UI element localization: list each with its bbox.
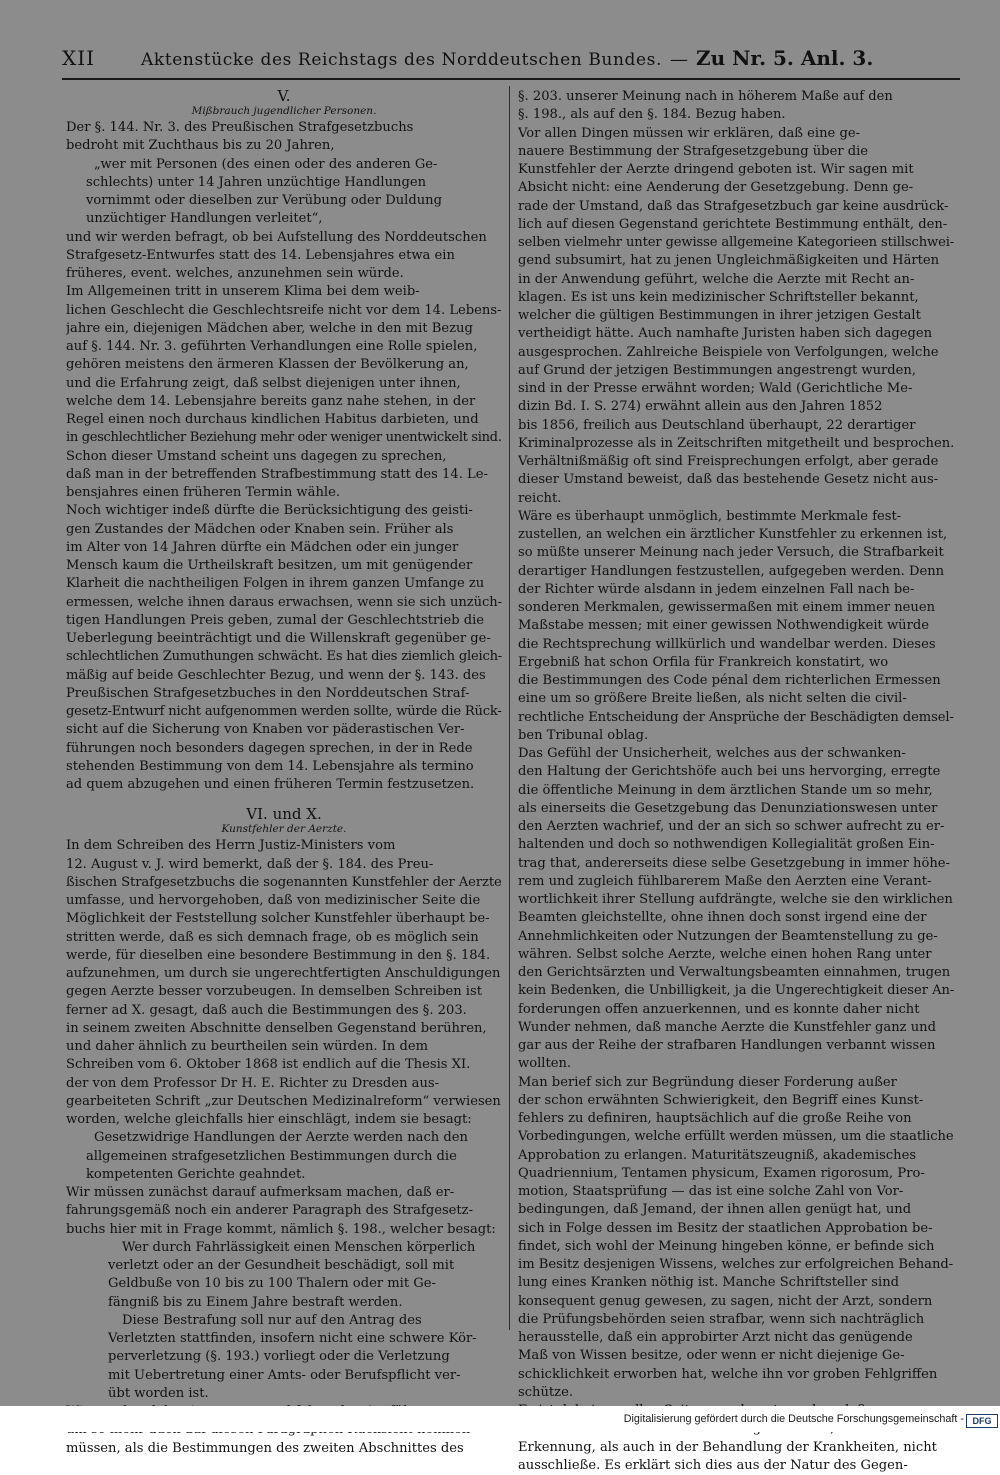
text-line: im Alter von 14 Jahren dürfte ein Mädchen oder ein junger: [66, 539, 459, 555]
publication-title: Aktenstücke des Reichstags des Norddeutschen Bundes.: [141, 50, 662, 70]
text-line: dizin Bd. I. S. 274) erwähnt allein aus den Jahren 1852: [518, 399, 883, 415]
text-line: in seinem zweiten Abschnitte denselben Gegenstand berühren,: [66, 1020, 487, 1036]
text-line: und die Erfahrung zeigt, daß selbst diejenigen unter ihnen,: [66, 375, 461, 391]
text-line: den Aerzten wachrief, und der an sich so schwer aufrecht zu er-: [518, 819, 945, 834]
text-line: ben Tribunal oblag.: [518, 727, 649, 743]
text-line: Kunstfehler der Aerzte dringend geboten ist. Wir sagen mit: [518, 162, 914, 177]
text-line: lich auf diesen Gegenstand gerichtete Bestimmung enthält, den-: [518, 216, 948, 232]
text-line: die öffentliche Meinung in dem ärztlichen Stande um so mehr,: [518, 782, 933, 798]
text-line: tigen Handlungen Preis geben, zumal der Geschlechtstrieb die: [66, 612, 485, 628]
text-line: ausgesprochen. Zahlreiche Beispiele von Verfolgungen, welche: [518, 344, 939, 360]
text-line: Schreiben vom 6. Oktober 1868 ist endlich auf die Thesis XI.: [66, 1057, 471, 1073]
text-line: lichen Geschlecht die Geschlechtsreife nicht vor dem 14. Lebens-: [66, 302, 502, 318]
text-line: wollten.: [518, 1056, 572, 1072]
text-line: gearbeiteten Schrift „zur Deutschen Medizinalreform“ verwiesen: [66, 1093, 501, 1109]
text-line: die Bestimmungen des Code pénal dem richterlichen Ermessen: [518, 673, 941, 688]
text-line: müssen, als die Bestimmungen des zweiten Abschnittes des: [66, 1440, 464, 1456]
section-vi-heading: VI. und X.: [246, 805, 322, 824]
text-line: Annehmlichkeiten oder Nutzungen der Beamtenstellung zu ge-: [518, 928, 938, 944]
footer-bar: [0, 1406, 1000, 1432]
text-line: Klarheit die nachtheiligen Folgen in ihrem ganzen Umfange zu: [66, 576, 485, 592]
text-line: als einerseits die Gesetzgebung das Denunziationswesen unter: [518, 800, 938, 816]
text-line: ausschließe. Es erklärt sich dies aus der Natur des Gegen-: [518, 1457, 908, 1473]
text-line: auf Grund der jetzigen Bestimmungen angestrengt wurden,: [518, 362, 916, 378]
text-line: Noch wichtiger indeß dürfte die Berücksichtigung des geisti-: [66, 503, 473, 519]
text-line: rade der Umstand, daß das Strafgesetzbuch gar keine ausdrück-: [518, 198, 949, 214]
text-line: Schon dieser Umstand scheint uns dagegen zu sprechen,: [66, 448, 447, 464]
section-vi-body: [66, 837, 502, 1458]
text-line: rem und zugleich fühlbarerem Maße den Aerzten eine Verant-: [518, 873, 932, 889]
text-line: die Prüfungsbehörden seien strafbar, wenn sich nachträglich: [518, 1311, 925, 1327]
text-line: Vor allen Dingen müssen wir erklären, daß eine ge-: [518, 125, 861, 141]
text-line: stehenden Bestimmung von dem 14. Lebensjahre als termino: [66, 758, 474, 774]
section-v-body: [66, 119, 502, 794]
text-line: zustellen, an welchen ein ärztlicher Kunstfehler zu erkennen ist,: [518, 527, 948, 542]
text-line: Im Allgemeinen tritt in unserem Klima bei dem weib-: [66, 284, 420, 300]
text-line: fahrungsgemäß noch ein anderer Paragraph des Strafgesetz-: [66, 1203, 474, 1219]
text-line: vertheidigt hätte. Auch namhafte Juristen haben sich dagegen: [518, 326, 933, 342]
text-line: führungen noch besonders dagegen sprechen, in der in Rede: [66, 740, 473, 756]
text-line: motion, Staatsprüfung — das ist eine solche Zahl von Vor-: [518, 1184, 904, 1199]
text-line: Wir müssen zunächst darauf aufmerksam machen, daß er-: [66, 1185, 455, 1200]
text-line: schlechts) unter 14 Jahren unzüchtige Handlungen: [86, 174, 427, 190]
text-line: kompetenten Gerichte geahndet.: [86, 1166, 306, 1182]
text-line: allgemeinen strafgesetzlichen Bestimmungen durch die: [86, 1148, 457, 1164]
text-line: sind in der Presse erwähnt worden; Wald (Gerichtliche Me-: [518, 381, 913, 396]
text-line: Verletzten stattfinden, insofern nicht eine schwere Kör-: [108, 1331, 477, 1346]
text-line: in der Anwendung geführt, welche die Aerzte mit Recht an-: [518, 271, 915, 287]
text-line: nauere Bestimmung der Strafgesetzgebung über die: [518, 143, 869, 159]
text-line: fängniß bis zu Einem Jahre bestraft werden.: [108, 1294, 403, 1310]
text-line: selben vielmehr unter gewisse allgemeine Kategorieen stillschwei-: [518, 235, 954, 250]
text-line: Strafgesetz-Entwurfes statt des 14. Lebensjahres etwa ein: [66, 247, 455, 263]
text-line: der Richter würde alsdann in jedem einzelnen Fall nach be-: [518, 581, 915, 597]
text-line: Kriminalprozesse als in Zeitschriften mitgetheilt und besprochen.: [518, 435, 954, 451]
text-line: Erkennung, als auch in der Behandlung der Krankheiten, nicht: [518, 1439, 937, 1455]
text-line: findet, sich wohl der Meinung hingeben könne, er befinde sich: [518, 1238, 935, 1254]
text-line: trag that, andererseits diese selbe Gesetzgebung in immer höhe-: [518, 855, 950, 871]
text-line: im Besitz desjenigen Wissens, welches zur erfolgreichen Behand-: [518, 1257, 954, 1272]
text-line: ermessen, welche ihnen daraus erwachsen, wenn sie sich unzüch-: [66, 594, 502, 610]
text-line: Ueberlegung beeinträchtigt und die Willenskraft gegenüber ge-: [66, 631, 491, 646]
text-line: Preußischen Strafgesetzbuches in den Norddeutschen Straf-: [66, 685, 470, 701]
text-line: Mensch kaum die Urtheilskraft besitzen, um mit genügender: [66, 558, 473, 573]
text-line: fehlers zu definiren, hauptsächlich auf die große Reihe von: [518, 1111, 912, 1126]
text-line: haltenden und doch so nothwendigen Kollegialität großen Ein-: [518, 837, 935, 853]
text-line: wortlichkeit ihrer Stellung aufdrängte, welche sie den wirklichen: [518, 892, 953, 907]
text-line: Der §. 144. Nr. 3. des Preußischen Strafgesetzbuchs: [66, 120, 414, 135]
text-line: schicklichkeit erworben hat, welche ihn vor groben Fehlgriffen: [518, 1366, 938, 1382]
text-line: die Rechtsprechung willkürlich und wandelbar werden. Dieses: [518, 636, 936, 652]
text-line: reicht.: [518, 490, 562, 506]
text-line: sicht auf die Sicherung von Knaben vor päderastischen Ver-: [66, 722, 465, 738]
text-line: welche dem 14. Lebensjahre bereits ganz nahe stehen, in der: [66, 393, 476, 409]
text-line: jahre ein, diejenigen Mädchen aber, welche in den mit Bezug: [66, 320, 473, 336]
text-line: ad quem abzugehen und einen früheren Termin festzusetzen.: [66, 777, 475, 792]
page-number: XII: [62, 46, 96, 70]
text-line: forderungen offen anzuerkennen, und es konnte daher nicht: [518, 1001, 920, 1017]
text-line: welcher die gültigen Bestimmungen in ihrer jetzigen Gestalt: [518, 308, 921, 323]
text-line: ferner ad X. gesagt, daß auch die Bestimmungen des §. 203.: [66, 1002, 467, 1018]
text-line: aufzunehmen, um durch sie ungerechtfertigten Anschuldigungen: [66, 966, 501, 981]
section-vi-subheading: Kunstfehler der Aerzte.: [221, 823, 347, 836]
text-line: früheres, event. welches, anzunehmen sein würde.: [66, 266, 404, 281]
text-line: §. 198., als auf den §. 184. Bezug haben.: [518, 107, 786, 123]
text-line: gen Zustandes der Mädchen oder Knaben sein. Früher als: [66, 521, 454, 537]
text-line: gegen Aerzte besser vorzubeugen. In demselben Schreiben ist: [66, 984, 482, 1000]
column-divider: [509, 86, 510, 1330]
text-line: kein Bedenken, die Unbilligkeit, ja die Ungerechtigkeit dieser An-: [518, 983, 954, 999]
text-line: konsequent genug gewesen, zu sagen, nicht der Arzt, sondern: [518, 1293, 933, 1309]
text-line: herausstelle, daß ein approbirter Arzt nicht das genügende: [518, 1330, 913, 1345]
text-line: so müßte unserer Meinung nach jeder Versuch, die Strafbarkeit: [518, 545, 944, 561]
text-line: den Haltung der Gerichtshöfe auch bei uns hervorging, erregte: [518, 764, 941, 780]
text-line: Diese Bestrafung soll nur auf den Antrag des: [122, 1312, 422, 1328]
text-line: gend subsumirt, hat zu jenen Ungleichmäßigkeiten und Härten: [518, 253, 940, 269]
text-line: §. 203. unserer Meinung nach in höherem Maße auf den: [518, 89, 893, 104]
text-line: daß man in der betreffenden Strafbestimmung statt des 14. Le-: [66, 466, 488, 482]
header-dash: —: [669, 49, 688, 70]
text-line: Möglichkeit der Feststellung solcher Kunstfehler überhaupt be-: [66, 911, 490, 927]
text-line: verletzt oder an der Gesundheit beschädigt, soll mit: [108, 1258, 455, 1273]
text-line: mit Uebertretung einer Amts- oder Berufspflicht ver-: [108, 1367, 461, 1383]
text-line: stritten werde, daß es sich demnach frage, ob es möglich sein: [66, 929, 479, 945]
left-column: [66, 88, 502, 1458]
text-line: buchs hier mit in Frage kommt, nämlich §. 198., welcher besagt:: [66, 1221, 496, 1237]
text-line: und daher ähnlich zu beurtheilen sein würden. In dem: [66, 1039, 429, 1054]
text-line: In dem Schreiben des Herrn Justiz-Ministers vom: [66, 838, 396, 854]
section-v-heading: V.: [277, 87, 291, 105]
page-header: [62, 46, 942, 76]
text-line: Wer durch Fahrlässigkeit einen Menschen körperlich: [122, 1239, 476, 1255]
text-line: mäßig auf beide Geschlechter Bezug, und wenn der §. 143. des: [66, 667, 486, 683]
text-line: der schon erwähnten Schwierigkeit, den Begriff eines Kunst-: [518, 1092, 924, 1108]
text-line: Wäre es überhaupt unmöglich, bestimmte Merkmale fest-: [518, 508, 902, 524]
header-rule: [62, 78, 960, 80]
text-line: umfasse, und hervorgehoben, daß von medizinischer Seite die: [66, 893, 481, 908]
funding-credit: Digitalisierung gefördert durch die Deutsche Forschungsgemeinschaft -: [623, 1413, 964, 1425]
text-line: „wer mit Personen (des einen oder des anderen Ge-: [94, 156, 438, 172]
text-line: gesetz-Entwurf nicht aufgenommen werden sollte, würde die Rück-: [66, 704, 502, 719]
text-line: Geldbuße von 10 bis zu 100 Thalern oder mit Ge-: [108, 1276, 436, 1292]
text-line: währen. Selbst solche Aerzte, welche einen hohen Rang unter: [518, 946, 932, 962]
text-line: ßischen Strafgesetzbuchs die sogenannten Kunstfehler der Aerzte: [66, 874, 502, 890]
text-line: klagen. Es ist uns kein medizinischer Schriftsteller bekannt,: [518, 289, 919, 305]
text-line: Regel einen noch durchaus kindlichen Habitus darbieten, und: [66, 412, 479, 427]
text-line: auf §. 144. Nr. 3. geführten Verhandlungen eine Rolle spielen,: [66, 339, 478, 354]
right-column-body: [518, 88, 954, 1475]
text-line: den Gerichtsärzten und Verwaltungsbeamten einnahmen, trugen: [518, 965, 951, 980]
text-line: Absicht nicht: eine Aenderung der Gesetzgebung. Denn ge-: [518, 180, 914, 196]
text-line: vornimmt oder dieselben zur Verübung oder Duldung: [86, 193, 442, 208]
text-line: perverletzung (§. 193.) vorliegt oder die Verletzung: [108, 1349, 450, 1365]
text-line: sich in Folge dessen im Besitz der staatlichen Approbation be-: [518, 1220, 933, 1236]
text-line: sonderen Merkmalen, gewissermaßen mit einem immer neuen: [518, 600, 936, 615]
text-line: Wunder nehmen, daß manche Aerzte die Kunstfehler ganz und: [518, 1019, 936, 1035]
text-line: bedingungen, daß Jemand, der ihnen allen genügt hat, und: [518, 1202, 912, 1218]
text-line: rechtliche Entscheidung der Ansprüche der Beschädigten demsel-: [518, 709, 954, 725]
text-line: eine um so größere Breite ließen, als nicht selten die civil-: [518, 691, 907, 707]
text-line: Das Gefühl der Unsicherheit, welches aus der schwanken-: [518, 746, 906, 761]
text-line: gar aus der Reihe der strafbaren Handlungen verbannt wissen: [518, 1038, 936, 1053]
text-line: der von dem Professor Dr H. E. Richter zu Dresden aus-: [66, 1075, 440, 1091]
text-line: Verhältnißmäßig oft sind Freisprechungen erfolgt, aber gerade: [518, 454, 939, 469]
text-line: schlechtlichen Zumuthungen schwächt. Es hat dies ziemlich gleich-: [66, 649, 502, 665]
text-line: in geschlechtlicher Beziehung mehr oder weniger unentwickelt sind.: [66, 430, 502, 446]
right-column: [518, 88, 954, 1475]
supplement-reference: Zu Nr. 5. Anl. 3.: [695, 46, 874, 70]
text-line: Approbation zu erlangen. Maturitätszeugniß, akademisches: [518, 1147, 917, 1163]
text-line: bis 1856, freilich aus Deutschland überhaupt, 22 derartiger: [518, 417, 916, 433]
text-line: werde, für dieselben eine besondere Bestimmung in den §. 184.: [66, 947, 491, 963]
text-line: gehören meistens den ärmeren Klassen der Bevölkerung an,: [66, 357, 469, 373]
text-line: 12. August v. J. wird bemerkt, daß der §. 184. des Preu-: [66, 856, 434, 872]
text-line: bedroht mit Zuchthaus bis zu 20 Jahren,: [66, 138, 335, 154]
text-line: dieser Umstand beweist, daß das bestehende Gesetz nicht aus-: [518, 472, 939, 488]
text-line: Ergebniß hat schon Orfila für Frankreich konstatirt, wo: [518, 654, 889, 670]
text-line: Vorbedingungen, welche erfüllt werden müssen, um die staatliche: [518, 1129, 954, 1145]
dfg-logo: DFG: [966, 1414, 998, 1428]
text-line: lung eines Kranken nöthig ist. Manche Schriftsteller sind: [518, 1275, 900, 1291]
text-line: schütze.: [518, 1384, 573, 1400]
text-line: Maß von Wissen besitze, oder wenn er nicht diejenige Ge-: [518, 1348, 905, 1364]
text-line: worden, welche gleichfalls hier einschlägt, indem sie besagt:: [66, 1112, 472, 1127]
text-line: Beamten gleichstellte, ohne ihnen doch sonst irgend eine der: [518, 910, 927, 926]
text-line: unzüchtiger Handlungen verleitet“,: [86, 211, 323, 227]
text-line: Man berief sich zur Begründung dieser Forderung außer: [518, 1074, 897, 1090]
section-v-subheading: Mißbrauch jugendlicher Personen.: [191, 105, 377, 117]
text-line: und wir werden befragt, ob bei Aufstellung des Norddeutschen: [66, 229, 487, 245]
text-line: derartiger Handlungen festzustellen, aufgegeben werden. Denn: [518, 563, 945, 579]
text-line: Maßstabe messen; mit einer gewissen Nothwendigkeit würde: [518, 618, 929, 634]
text-line: Gesetzwidrige Handlungen der Aerzte werden nach den: [94, 1130, 468, 1146]
text-line: bensjahres einen früheren Termin wähle.: [66, 485, 340, 500]
text-line: Quadriennium, Tentamen physicum, Examen rigorosum, Pro-: [518, 1165, 925, 1181]
text-line: übt worden ist.: [108, 1385, 209, 1401]
